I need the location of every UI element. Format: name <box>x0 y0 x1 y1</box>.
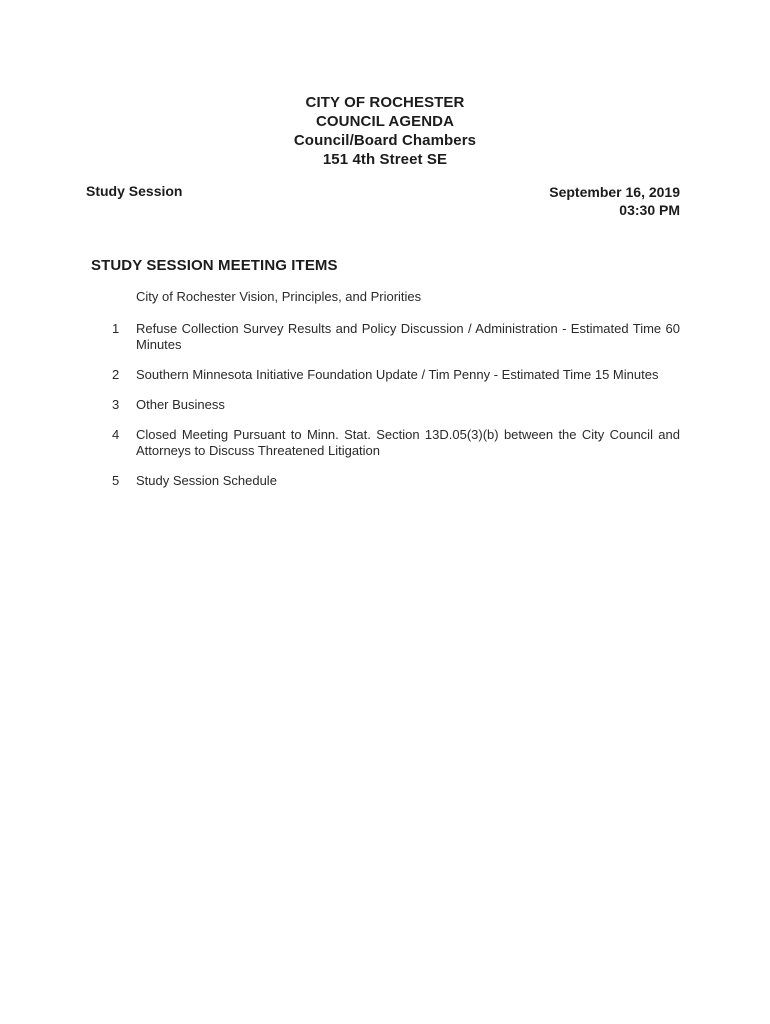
agenda-title: COUNCIL AGENDA <box>315 113 455 130</box>
agenda-intro-text: City of Rochester Vision, Principles, and Priorities <box>136 289 422 304</box>
agenda-item <box>0 473 770 489</box>
agenda-item <box>0 367 770 383</box>
agenda-item-number: 2 <box>112 367 120 382</box>
agenda-item-text: Southern Minnesota Initiative Foundation Update / Tim Penny - Estimated Time 15 Minutes <box>136 367 659 382</box>
session-type: Study Session <box>86 183 183 199</box>
agenda-items-list <box>0 289 770 503</box>
section-heading: STUDY SESSION MEETING ITEMS <box>91 257 338 274</box>
agenda-item <box>0 427 770 459</box>
agenda-item-number: 1 <box>112 321 120 336</box>
meeting-time: 03:30 PM <box>619 202 680 218</box>
agenda-item-text: Other Business <box>136 397 225 412</box>
city-name: CITY OF ROCHESTER <box>305 94 465 111</box>
agenda-item-number: 5 <box>112 473 120 488</box>
meeting-date: September 16, 2019 <box>549 184 680 200</box>
agenda-item-text: Closed Meeting Pursuant to Minn. Stat. Section 13D.05(3)(b) between the City Council and Attorneys to Discuss Threatened Litigation <box>136 427 680 458</box>
meeting-address: 151 4th Street SE <box>322 151 448 168</box>
agenda-item <box>0 397 770 413</box>
meeting-datetime <box>549 183 680 219</box>
agenda-item <box>0 321 770 353</box>
agenda-header <box>0 93 770 169</box>
meeting-location: Council/Board Chambers <box>293 132 477 149</box>
agenda-item-number: 4 <box>112 427 120 442</box>
agenda-item-text: Refuse Collection Survey Results and Policy Discussion / Administration - Estimated Time 60 Minutes <box>136 321 680 352</box>
agenda-intro-item <box>0 289 770 305</box>
agenda-item-text: Study Session Schedule <box>136 473 277 488</box>
agenda-item-number: 3 <box>112 397 120 412</box>
